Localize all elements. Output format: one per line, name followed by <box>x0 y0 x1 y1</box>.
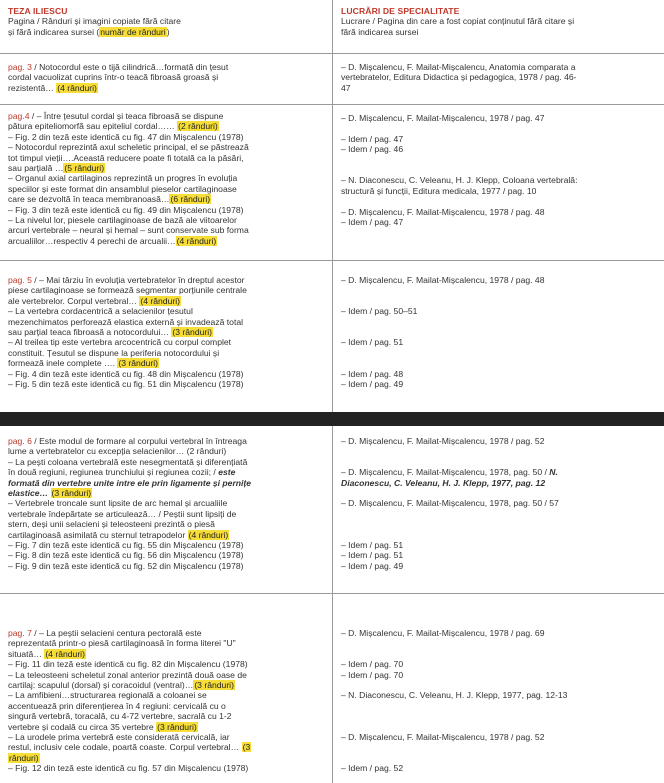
row-right-cell <box>341 628 659 774</box>
line-count-badge: (3 rânduri) <box>51 488 92 499</box>
source-reference-line <box>341 530 659 540</box>
source-reference-line <box>341 317 659 327</box>
left-header <box>8 6 330 37</box>
copied-text-line: sau parțială …(5 rânduri) <box>8 163 105 174</box>
copied-text-line: vertebrale îndepărtate se articulează… / Peștii sunt lipsiți de <box>8 508 237 519</box>
source-reference-line: – Idem / pag. 49 <box>341 560 404 571</box>
source-reference-line: – D. Mișcalencu, F. Mailat-Mișcalencu, Anatomia comparata a <box>341 62 576 72</box>
line-count-badge: (3 <box>242 742 251 753</box>
source-reference-line: Diaconescu, C. Veleanu, H. J. Klepp, 1977, pag. 12 <box>341 477 546 488</box>
copied-text-line: stern, deși unii selacieni și teleosteeni prezintă o piesă <box>8 519 215 530</box>
page-reference: pag. 5 <box>8 275 32 285</box>
copied-text-line: cordal vacuolizat cuprins într-o teacă fibroasă groasă și <box>8 72 219 83</box>
copied-text-line: speciilor și este format din ansamblul pieselor cartilaginoase <box>8 183 237 194</box>
section-separator <box>0 412 664 426</box>
table-row <box>0 261 664 412</box>
copied-text-line: pag.4 / – Între țesutul cordal și teaca fibroasă se dispune <box>8 111 224 121</box>
copied-text-line: formează inele complete …. (3 rânduri) <box>8 358 159 369</box>
copied-text-line: cartilaginoasă asimilată cu sternul tetrapodelor (4 rânduri) <box>8 529 229 540</box>
source-reference-line: – D. Mișcalencu, F. Mailat-Mișcalencu, 1978, pag. 50 / N. <box>341 467 558 478</box>
copied-text-line: pag. 6 / Este modul de formare al corpului vertebral în întreaga <box>8 436 247 446</box>
source-reference-line: – Idem / pag. 51 <box>341 337 404 348</box>
table-header-row <box>0 0 664 53</box>
copied-text-line: – Organul axial cartilaginos reprezintă un progres în evoluția <box>8 173 238 184</box>
line-count-badge: (3 rânduri) <box>157 721 197 732</box>
source-reference-line <box>341 327 659 337</box>
page-reference: pag. 6 <box>8 436 32 446</box>
table-row <box>0 426 664 593</box>
copied-text-line: – La amfibieni…structurarea regională a coloanei se <box>8 690 207 701</box>
copied-text-line: tot timpul vieții….Această reducere poate fi totală ca la păsări, <box>8 152 244 163</box>
copied-text-line: – Fig. 8 din teză este identică cu fig. 56 din Mișcalencu (1978) <box>8 550 244 561</box>
source-reference-line <box>341 296 659 306</box>
source-reference-line: – D. Mișcalencu, F. Mailat-Mișcalencu, 1978 / pag. 52 <box>341 732 545 743</box>
line-count-badge: (6 rânduri) <box>170 194 211 205</box>
copied-text-line: reprezentată printr-o piesă cartilaginoasă în forma literei "U" <box>8 638 236 649</box>
right-column-subtitle-1: Lucrare / Pagina din care a fost copiat conținutul fără citare și <box>341 16 575 27</box>
copied-text-line: restul, inclusiv cele codale, poartă coaste. Corpul vertebral… (3 <box>8 742 251 753</box>
left-column-subtitle-1: Pagina / Rânduri și imagini copiate fără citare <box>8 16 181 27</box>
row-right-cell <box>341 62 659 93</box>
source-reference-line <box>341 722 659 732</box>
row-left-cell <box>8 436 330 571</box>
line-count-badge: (2 rânduri) <box>178 121 218 132</box>
copied-text-line: pag. 5 / – Mai târziu în evoluția vertebratelor în dreptul acestor <box>8 275 245 285</box>
source-reference-line: – Idem / pag. 50–51 <box>341 306 418 317</box>
line-count-badge: (4 rânduri) <box>176 235 217 246</box>
source-reference-line <box>341 701 659 711</box>
copied-text-line <box>8 753 330 763</box>
copied-text-line: mezenchimatos perforează elastica externă și invadează total <box>8 316 244 327</box>
column-divider <box>332 0 333 53</box>
copied-text-line: pătura epiteliomorfă sau epiteliul cordal…… (2 rânduri) <box>8 121 218 132</box>
copied-text-line: – La urodele prima vertebră este considerată cervicală, iar <box>8 732 230 743</box>
copied-text-line: – Fig. 3 din teză este identică cu fig. 49 din Mișcalencu (1978) <box>8 204 244 215</box>
source-reference-line: – Idem / pag. 70 <box>341 669 404 680</box>
line-count-badge: rânduri) <box>9 752 39 763</box>
table-row <box>0 54 664 104</box>
page-reference: pag. 7 <box>8 628 32 638</box>
copied-text-line: – La nivelul lor, piesele cartilaginoase de bază ale viitoarelor <box>8 215 237 226</box>
copied-text-line: – Fig. 7 din teză este identică cu fig. 55 din Mișcalencu (1978) <box>8 540 244 551</box>
source-reference-line: – Idem / pag. 48 <box>341 368 404 379</box>
source-reference-line <box>341 509 659 519</box>
source-reference-line: vertebratelor, Editura Didactica și pedagogica, 1978 / pag. 46- <box>341 72 577 83</box>
line-count-badge: (4 rânduri) <box>57 82 97 93</box>
right-column-title: LUCRĂRI DE SPECIALITATE <box>341 6 460 16</box>
row-right-cell <box>341 436 659 571</box>
copied-text-line: constituit. Țesutul se dispune la periferia notocordului și <box>8 347 220 358</box>
source-reference-line <box>341 649 659 659</box>
copied-text-line: – La teleosteeni scheletul zonal anterior prezintă două oase de <box>8 669 247 680</box>
copied-text-line: singură vertebră, toracală, cu 4-72 vertebre, sacrală cu 1-2 <box>8 711 232 722</box>
table-row <box>0 594 664 783</box>
line-count-badge: (3 rânduri) <box>118 358 159 369</box>
source-reference-line: – Idem / pag. 52 <box>341 763 404 774</box>
copied-text-line: vertebre și codală cu circa 35 vertebre (3 rânduri) <box>8 721 197 732</box>
copied-text-line: formată din vertebre unite intre ele prin ligamente și pernițe <box>8 477 252 488</box>
source-reference-line <box>341 155 659 165</box>
copied-text-line: – Fig. 5 din teză este identică cu fig. 51 din Mișcalencu (1978) <box>8 379 244 390</box>
copied-text-line: – Vertebrele troncale sunt lipsite de arc hemal și arcualiile <box>8 498 228 509</box>
right-header <box>341 6 659 37</box>
copied-text-line: arcuri vertebrale – neural și hemal – sunt conservate sub forma <box>8 225 249 236</box>
source-reference-line: – D. Mișcalencu, F. Mailat-Mișcalencu, 1978, pag. 50 / 57 <box>341 498 559 509</box>
source-reference-line: – Idem / pag. 51 <box>341 540 404 551</box>
source-reference-line: – D. Mișcalencu, F. Mailat-Mișcalencu, 1978 / pag. 69 <box>341 628 545 638</box>
source-reference-line <box>341 488 659 498</box>
line-count-badge: (3 rânduri) <box>194 680 234 691</box>
source-reference-line: – N. Diaconescu, C. Veleanu, H. J. Klepp, Coloana vertebrală: <box>341 175 578 186</box>
copied-text-line: – Al treilea tip este vertebra arcocentrică cu corpul complet <box>8 337 232 348</box>
row-right-cell <box>341 275 659 389</box>
row-left-cell <box>8 628 330 774</box>
row-right-cell <box>341 113 659 227</box>
source-reference-line: – Idem / pag. 51 <box>341 550 404 561</box>
copied-text-line: – Fig. 11 din teză este identică cu fig. 82 din Mișcalencu (1978) <box>8 659 248 670</box>
source-reference-line: 47 <box>341 82 351 93</box>
copied-text-line: pag. 3 / Notocordul este o tijă cilindrică…formată din țesut <box>8 62 229 72</box>
source-reference-line: – Idem / pag. 49 <box>341 379 404 390</box>
copied-text-line: – Notocordul reprezintă axul scheletic principal, el se păstrează <box>8 142 249 153</box>
copied-text-line: – La pești coloana vertebrală este nesegmentată și diferențiată <box>8 456 248 467</box>
copied-text-line: piese cartilaginoase se formează segmentar porțiunile centrale <box>8 285 247 296</box>
source-reference-line: – Idem / pag. 46 <box>341 144 404 155</box>
source-reference-line: – D. Mișcalencu, F. Mailat-Mișcalencu, 1978 / pag. 48 <box>341 206 545 217</box>
copied-text-line: rezistentă… (4 rânduri) <box>8 82 97 93</box>
left-column-title: TEZA ILIESCU <box>8 6 68 16</box>
copied-text-line: elastice… (3 rânduri) <box>8 488 92 499</box>
source-reference-line: – D. Mișcalencu, F. Mailat-Mișcalencu, 1978 / pag. 48 <box>341 275 545 285</box>
line-count-badge: (5 rânduri) <box>64 163 105 174</box>
copied-text-line: lume a vertebratelor cu excepția selacienilor… (2 rânduri) <box>8 446 227 457</box>
source-reference-line: – Idem / pag. 47 <box>341 133 404 144</box>
source-reference-line <box>341 519 659 529</box>
source-reference-line: – N. Diaconescu, C. Veleanu, H. J. Klepp, 1977, pag. 12-13 <box>341 690 568 701</box>
source-reference-line <box>341 196 659 206</box>
source-reference-line <box>341 358 659 368</box>
copied-text-line: arcualiilor…respectiv 4 perechi de arcualii…(4 rânduri) <box>8 235 217 246</box>
copied-text-line: care se dezvoltă în teaca membranoasă…(6 rânduri) <box>8 194 211 205</box>
copied-text-line: situată… (4 rânduri) <box>8 648 85 659</box>
source-reference-line <box>341 742 659 752</box>
source-reference-line <box>341 711 659 721</box>
copied-text-line: – Fig. 9 din teză este identică cu fig. 52 din Mișcalencu (1978) <box>8 560 244 571</box>
copied-text-line: sau parțial teaca fibroasă a notocordului… (3 rânduri) <box>8 327 213 338</box>
line-count-badge: (4 rânduri) <box>45 648 85 659</box>
copied-text-line: accentuează prin diferențierea în 4 regiuni: cervicală cu o <box>8 700 226 711</box>
copied-text-line: – Fig. 12 din teză este identică cu fig. 57 din Mișcalencu (1978) <box>8 763 249 774</box>
source-reference-line <box>341 123 659 133</box>
line-count-badge: (3 rânduri) <box>172 327 213 338</box>
copied-text-line: pag. 7 / – La peștii selacieni centura pectorală este <box>8 628 202 638</box>
source-reference-line <box>341 753 659 763</box>
right-column-subtitle-2: fără indicarea sursei <box>341 26 419 37</box>
source-reference-line <box>341 165 659 175</box>
source-reference-line <box>341 680 659 690</box>
source-reference-line <box>341 638 659 648</box>
copied-text-line: cartilaj: scapulul (dorsal) și coracoidul (ventral)…(3 rânduri) <box>8 680 234 691</box>
table-row <box>0 105 664 260</box>
source-reference-line: – Idem / pag. 47 <box>341 217 404 228</box>
copied-text-line: ale vertebrelor. Corpul vertebral… (4 rânduri) <box>8 295 181 306</box>
source-reference-line <box>341 285 659 295</box>
line-count-badge: (4 rânduri) <box>188 529 229 540</box>
page-reference: pag.4 <box>8 111 30 121</box>
line-count-badge: (4 rânduri) <box>140 295 181 306</box>
row-left-cell <box>8 111 330 246</box>
copied-text-line: – Fig. 4 din teză este identică cu fig. 48 din Mișcalencu (1978) <box>8 368 244 379</box>
copied-text-line: în două regiuni, regiunea trunchiului și regiunea cozii; / este <box>8 467 236 478</box>
left-column-subtitle-2: și fără indicarea sursei (număr de rânduri) <box>8 26 170 37</box>
row-left-cell <box>8 275 330 389</box>
copied-text-line: – La vertebra cordacentrică a selacienilor țesutul <box>8 306 193 317</box>
row-left-cell <box>8 62 330 93</box>
source-reference-line: – D. Mișcalencu, F. Mailat-Mișcalencu, 1978 / pag. 47 <box>341 113 545 123</box>
copied-text-line: – Fig. 2 din teză este identică cu fig. 47 din Mișcalencu (1978) <box>8 131 244 142</box>
source-reference-line <box>341 446 659 456</box>
page-reference: pag. 3 <box>8 62 32 72</box>
source-reference-line: structură și funcții, Editura medicala, 1977 / pag. 10 <box>341 185 537 196</box>
source-reference-line <box>341 348 659 358</box>
source-reference-line: – D. Mișcalencu, F. Mailat-Mișcalencu, 1978 / pag. 52 <box>341 436 545 446</box>
source-reference-line <box>341 457 659 467</box>
source-reference-line: – Idem / pag. 70 <box>341 659 404 670</box>
highlight-mark: număr de rânduri <box>100 26 166 37</box>
